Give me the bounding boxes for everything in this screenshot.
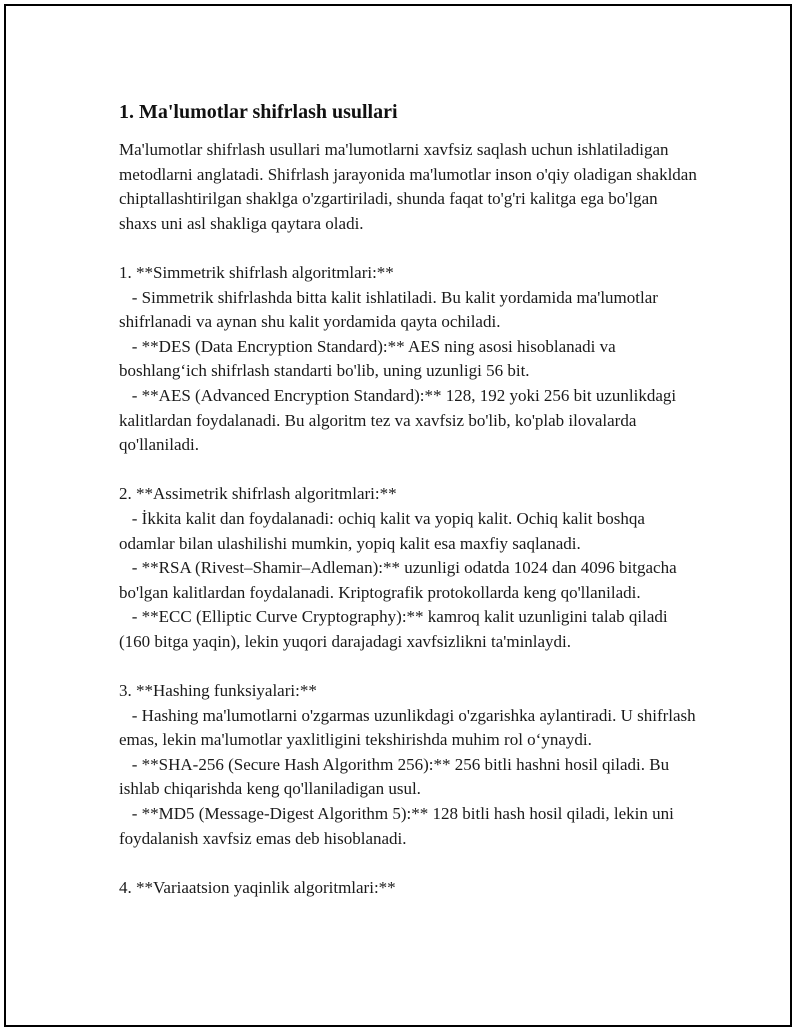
document-title: 1. Ma'lumotlar shifrlash usullari <box>119 101 398 123</box>
intro-paragraph: Ma'lumotlar shifrlash usullari ma'lumotlarni xavfsiz saqlash uchun ishlatiladigan metodlarni anglatadi. Shifrlash jarayonida ma'lumotlar inson o'qiy oladigan shakldan chiptallashtirilgan shaklga o'zgartiriladi, shunda faqat to'g'ri kalitga ega bo'lgan shaxs uni asl shakliga qaytara oladi. <box>119 140 702 233</box>
list-item: - **MD5 (Message-Digest Algorithm 5):** 128 bitli hash hosil qiladi, lekin uni foydalanish xavfsiz emas deb hisoblanadi. <box>119 804 679 848</box>
section-heading: 1. **Simmetrik shifrlash algoritmlari:** <box>119 262 394 282</box>
list-item: - **ECC (Elliptic Curve Cryptography):** kamroq kalit uzunligini talab qiladi (160 bitga yaqin), lekin yuqori darajadagi xavfsizlikni ta'minlaydi. <box>119 607 672 651</box>
section-gap <box>119 654 699 679</box>
document-body <box>119 98 702 900</box>
list-item: - **SHA-256 (Secure Hash Algorithm 256):** 256 bitli hashni hosil qiladi. Bu ishlab chiqarishda keng qo'llaniladigan usul. <box>119 754 674 799</box>
list-item: - **DES (Data Encryption Standard):** AES ning asosi hisoblanadi va boshlang‘ich shifrlash standarti bo'lib, uning uzunligi 56 bit. <box>119 336 620 381</box>
list-item: - Hashing ma'lumotlarni o'zgarmas uzunlikdagi o'zgarishka aylantiradi. U shifrlash emas, lekin ma'lumotlar yaxlitligini tekshirishda muhim rol o‘ynaydi. <box>119 705 700 750</box>
page-frame <box>4 4 792 1027</box>
section-gap <box>119 851 699 876</box>
section-hashing <box>119 679 699 851</box>
section-variational <box>119 876 699 901</box>
section-gap <box>119 236 699 261</box>
section-gap <box>119 458 699 483</box>
section-heading: 2. **Assimetrik shifrlash algoritmlari:** <box>119 484 397 504</box>
list-item: - İkkita kalit dan foydalanadi: ochiq kalit va yopiq kalit. Ochiq kalit boshqa odamlar bilan ulashilishi mumkin, yopiq kalit esa maxfiy saqlanadi. <box>119 508 650 553</box>
list-item: - Simmetrik shifrlashda bitta kalit ishlatiladi. Bu kalit yordamida ma'lumotlar shifrlanadi va aynan shu kalit yordamida qayta ochiladi. <box>119 287 663 332</box>
section-asymmetric <box>119 482 699 654</box>
section-heading: 4. **Variaatsion yaqinlik algoritmlari:** <box>119 877 396 897</box>
section-heading: 3. **Hashing funksiyalari:** <box>119 681 317 701</box>
list-item: - **RSA (Rivest–Shamir–Adleman):** uzunligi odatda 1024 dan 4096 bitgacha bo'lgan kalitlardan foydalanadi. Kriptografik protokollarda keng qo'llaniladi. <box>119 558 681 602</box>
section-symmetric <box>119 261 699 458</box>
list-item: - **AES (Advanced Encryption Standard):** 128, 192 yoki 256 bit uzunlikdagi kalitlardan foydalanadi. Bu algoritm tez va xavfsiz bo'lib, ko'plab ilovalarda qo'llaniladi. <box>119 385 681 455</box>
